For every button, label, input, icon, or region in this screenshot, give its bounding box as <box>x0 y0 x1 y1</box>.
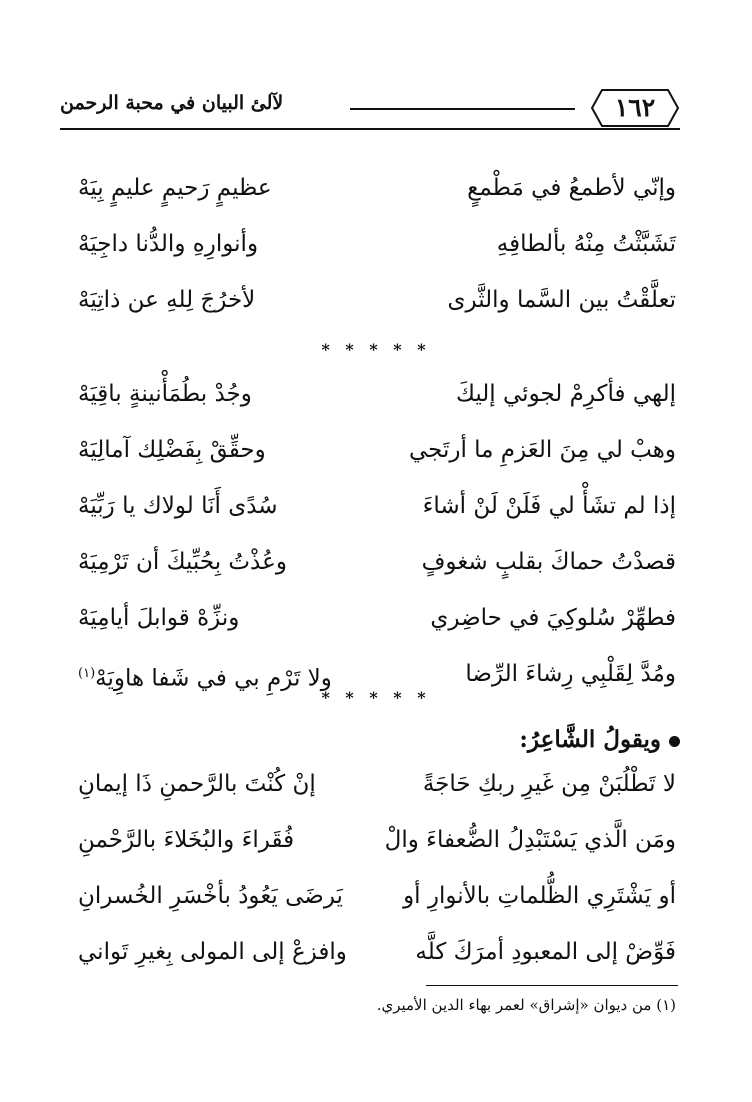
verse-line <box>78 764 676 820</box>
header-rule <box>350 108 575 110</box>
verse-first-hemistich: فطهِّرْ سُلوكِيَ في حاضِري <box>430 605 676 631</box>
poem-stanza-3 <box>78 764 676 988</box>
verse-first-hemistich: إلهي فأكرِمْ لجوئي إليكَ <box>455 381 676 407</box>
verse-line <box>78 224 676 280</box>
footnote-rule <box>426 985 678 986</box>
verse-second-hemistich: وافزعْ إلى المولى بِغيرِ تَواني <box>78 939 347 965</box>
verse-second-hemistich: لأخرُجَ لِلهِ عن ذاتِيَهْ <box>78 287 256 313</box>
verse-first-hemistich: أو يَشْتَرِي الظُّلماتِ بالأنوارِ أو <box>403 883 676 909</box>
verse-first-hemistich: فَوِّضْ إلى المعبودِ أمرَكَ كلَّه <box>415 939 676 965</box>
verse-first-hemistich: إذا لم تشَأْ لي فَلَنْ لَنْ أشاءَ <box>422 493 676 519</box>
verse-first-hemistich: تَشَبَّثْتُ مِنْهُ بألطافِهِ <box>496 231 676 257</box>
running-title: لآلئ البيان في محبة الرحمن <box>60 92 284 114</box>
verse-first-hemistich: ومَن الَّذي يَسْتَبْدِلُ الضُّعفاءَ والْ <box>384 827 676 853</box>
footnote: (١) من ديوان «إشراق» لعمر بهاء الدين الأميري. <box>376 996 676 1014</box>
verse-line <box>78 486 676 542</box>
verse-line <box>78 820 676 876</box>
verse-second-hemistich: وجُدْ بطُمَأْنينةٍ باقِيَهْ <box>78 381 252 407</box>
poem-stanza-1 <box>78 168 676 336</box>
verse-line <box>78 280 676 336</box>
verse-second-hemistich-text: ولا تَرْمِ بي في شَفا هاوِيَهْ <box>95 665 332 692</box>
verse-second-hemistich: عظيمٍ رَحيمٍ عليمٍ بِيَهْ <box>78 175 272 201</box>
bullet-icon <box>669 736 680 747</box>
verse-first-hemistich: ومُدَّ لِقَلْبِي رِشاءَ الرِّضا <box>465 661 676 687</box>
header-underline <box>60 128 680 130</box>
verse-second-hemistich: ونزِّهْ قوابلَ أيامِيَهْ <box>78 605 240 631</box>
verse-line <box>78 168 676 224</box>
page-number: ١٦٢ <box>614 93 656 122</box>
verse-first-hemistich: وهبْ لي مِنَ العَزمِ ما أرتَجي <box>408 437 676 463</box>
poem-stanza-2 <box>78 374 676 710</box>
page-number-frame <box>590 88 680 128</box>
poet-intro-text: ويقولُ الشَّاعِرُ: <box>519 726 661 753</box>
verse-first-hemistich: وإنّي لأطمعُ في مَطْمعٍ <box>467 175 676 201</box>
verse-first-hemistich: قصدْتُ حماكَ بقلبٍ شغوفٍ <box>421 549 676 575</box>
verse-second-hemistich: وأنوارِهِ والدُّنا داجِيَهْ <box>78 231 259 257</box>
verse-line <box>78 430 676 486</box>
verse-line <box>78 598 676 654</box>
section-separator: * * * * * <box>321 688 431 707</box>
verse-line <box>78 374 676 430</box>
verse-second-hemistich: فُقَراءَ والبُخَلاءَ بالرَّحْمنِ <box>78 827 295 853</box>
section-separator: * * * * * <box>321 340 431 359</box>
verse-second-hemistich: سُدًى أَنَا لولاك يا رَبِّيَهْ <box>78 493 278 519</box>
verse-second-hemistich: إنْ كُنْتَ بالرَّحمنِ ذَا إيمانِ <box>78 771 316 797</box>
verse-line <box>78 542 676 598</box>
poet-intro <box>519 726 680 753</box>
verse-first-hemistich: لا تَطْلُبَنْ مِن غَيرِ ربكِ حَاجَةً <box>422 771 676 797</box>
verse-second-hemistich: يَرضَى يَعُودُ بأخْسَرِ الخُسرانِ <box>78 883 343 909</box>
verse-second-hemistich: وحقِّقْ بِفَضْلِك آمالِيَهْ <box>78 437 266 463</box>
verse-line <box>78 876 676 932</box>
footnote-reference: (١) <box>78 666 96 681</box>
verse-line <box>78 932 676 988</box>
page-header <box>60 88 680 136</box>
verse-first-hemistich: تعلَّقْتُ بين السَّما والثَّرى <box>447 287 676 313</box>
verse-second-hemistich: وعُذْتُ بِحُبِّيكَ أن تَرْمِيَهْ <box>78 549 287 575</box>
